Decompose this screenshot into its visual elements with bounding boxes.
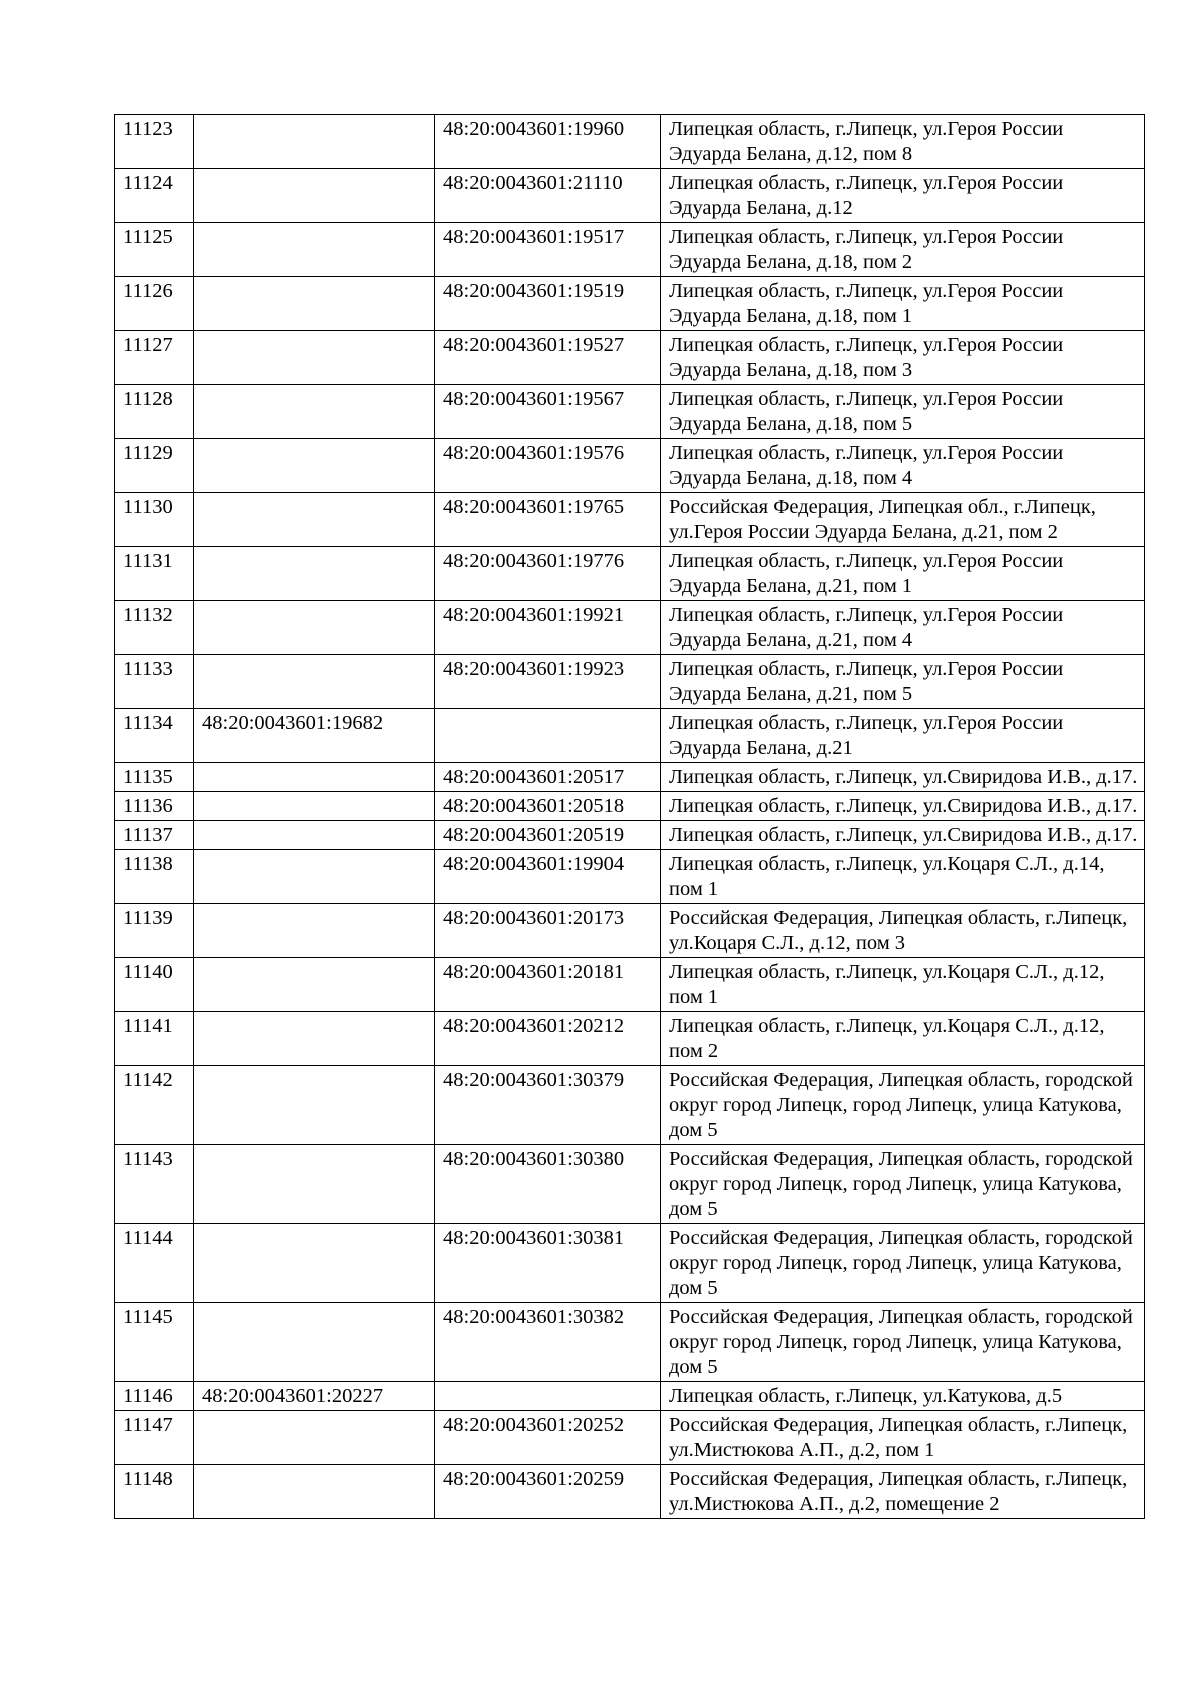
row-number-cell: 11139 — [115, 904, 194, 958]
address-cell: Липецкая область, г.Липецк, ул.Героя России Эдуарда Белана, д.18, пом 4 — [661, 439, 1145, 493]
land-cadastral-number-cell — [194, 1411, 435, 1465]
land-cadastral-number-cell — [194, 850, 435, 904]
table-row — [115, 385, 1145, 439]
table-row — [115, 792, 1145, 821]
object-cadastral-number-cell: 48:20:0043601:19576 — [435, 439, 661, 493]
land-cadastral-number-cell — [194, 821, 435, 850]
row-number-cell: 11124 — [115, 169, 194, 223]
row-number-cell: 11130 — [115, 493, 194, 547]
object-cadastral-number-cell: 48:20:0043601:20252 — [435, 1411, 661, 1465]
object-cadastral-number-cell: 48:20:0043601:19921 — [435, 601, 661, 655]
object-cadastral-number-cell — [435, 1382, 661, 1411]
row-number-cell: 11144 — [115, 1224, 194, 1303]
object-cadastral-number-cell: 48:20:0043601:20517 — [435, 763, 661, 792]
address-cell: Липецкая область, г.Липецк, ул.Героя России Эдуарда Белана, д.18, пом 1 — [661, 277, 1145, 331]
address-cell: Российская Федерация, Липецкая область, городской округ город Липецк, город Липецк, улица Катукова, дом 5 — [661, 1066, 1145, 1145]
object-cadastral-number-cell: 48:20:0043601:20259 — [435, 1465, 661, 1519]
row-number-cell: 11141 — [115, 1012, 194, 1066]
address-cell: Липецкая область, г.Липецк, ул.Свиридова И.В., д.17. — [661, 763, 1145, 792]
land-cadastral-number-cell — [194, 1145, 435, 1224]
table-row — [115, 1382, 1145, 1411]
table-row — [115, 1224, 1145, 1303]
row-number-cell: 11135 — [115, 763, 194, 792]
address-cell: Липецкая область, г.Липецк, ул.Коцаря С.Л., д.14, пом 1 — [661, 850, 1145, 904]
row-number-cell: 11148 — [115, 1465, 194, 1519]
row-number-cell: 11145 — [115, 1303, 194, 1382]
table-row — [115, 709, 1145, 763]
land-cadastral-number-cell — [194, 115, 435, 169]
table-row — [115, 958, 1145, 1012]
table-row — [115, 1066, 1145, 1145]
table-row — [115, 850, 1145, 904]
table-row — [115, 223, 1145, 277]
object-cadastral-number-cell: 48:20:0043601:19776 — [435, 547, 661, 601]
address-cell: Липецкая область, г.Липецк, ул.Героя России Эдуарда Белана, д.12, пом 8 — [661, 115, 1145, 169]
object-cadastral-number-cell: 48:20:0043601:19519 — [435, 277, 661, 331]
address-cell: Липецкая область, г.Липецк, ул.Свиридова И.В., д.17. — [661, 792, 1145, 821]
address-cell: Российская Федерация, Липецкая область, городской округ город Липецк, город Липецк, улица Катукова, дом 5 — [661, 1224, 1145, 1303]
table-row — [115, 493, 1145, 547]
row-number-cell: 11143 — [115, 1145, 194, 1224]
table-row — [115, 1145, 1145, 1224]
table-row — [115, 1303, 1145, 1382]
row-number-cell: 11126 — [115, 277, 194, 331]
object-cadastral-number-cell: 48:20:0043601:20518 — [435, 792, 661, 821]
land-cadastral-number-cell — [194, 1066, 435, 1145]
land-cadastral-number-cell: 48:20:0043601:20227 — [194, 1382, 435, 1411]
object-cadastral-number-cell: 48:20:0043601:30380 — [435, 1145, 661, 1224]
object-cadastral-number-cell: 48:20:0043601:19904 — [435, 850, 661, 904]
table-row — [115, 1411, 1145, 1465]
row-number-cell: 11127 — [115, 331, 194, 385]
address-cell: Липецкая область, г.Липецк, ул.Героя России Эдуарда Белана, д.18, пом 5 — [661, 385, 1145, 439]
address-cell: Липецкая область, г.Липецк, ул.Героя России Эдуарда Белана, д.21, пом 4 — [661, 601, 1145, 655]
table-row — [115, 1465, 1145, 1519]
land-cadastral-number-cell: 48:20:0043601:19682 — [194, 709, 435, 763]
table-row — [115, 115, 1145, 169]
row-number-cell: 11125 — [115, 223, 194, 277]
address-cell: Липецкая область, г.Липецк, ул.Героя России Эдуарда Белана, д.18, пом 2 — [661, 223, 1145, 277]
land-cadastral-number-cell — [194, 1012, 435, 1066]
table-row — [115, 169, 1145, 223]
address-cell: Липецкая область, г.Липецк, ул.Героя России Эдуарда Белана, д.21, пом 1 — [661, 547, 1145, 601]
registry-table-body — [115, 115, 1145, 1519]
object-cadastral-number-cell: 48:20:0043601:30379 — [435, 1066, 661, 1145]
object-cadastral-number-cell: 48:20:0043601:19517 — [435, 223, 661, 277]
address-cell: Российская Федерация, Липецкая обл., г.Липецк, ул.Героя России Эдуарда Белана, д.21, пом 2 — [661, 493, 1145, 547]
row-number-cell: 11137 — [115, 821, 194, 850]
address-cell: Российская Федерация, Липецкая область, г.Липецк, ул.Мистюкова А.П., д.2, помещение 2 — [661, 1465, 1145, 1519]
land-cadastral-number-cell — [194, 904, 435, 958]
table-row — [115, 655, 1145, 709]
table-row — [115, 601, 1145, 655]
row-number-cell: 11123 — [115, 115, 194, 169]
row-number-cell: 11129 — [115, 439, 194, 493]
address-cell: Российская Федерация, Липецкая область, г.Липецк, ул.Мистюкова А.П., д.2, пом 1 — [661, 1411, 1145, 1465]
land-cadastral-number-cell — [194, 277, 435, 331]
row-number-cell: 11128 — [115, 385, 194, 439]
registry-table — [114, 114, 1145, 1519]
land-cadastral-number-cell — [194, 958, 435, 1012]
table-row — [115, 1012, 1145, 1066]
object-cadastral-number-cell: 48:20:0043601:20181 — [435, 958, 661, 1012]
object-cadastral-number-cell: 48:20:0043601:30381 — [435, 1224, 661, 1303]
object-cadastral-number-cell: 48:20:0043601:19527 — [435, 331, 661, 385]
object-cadastral-number-cell: 48:20:0043601:30382 — [435, 1303, 661, 1382]
land-cadastral-number-cell — [194, 385, 435, 439]
object-cadastral-number-cell: 48:20:0043601:20519 — [435, 821, 661, 850]
address-cell: Липецкая область, г.Липецк, ул.Коцаря С.Л., д.12, пом 1 — [661, 958, 1145, 1012]
table-row — [115, 904, 1145, 958]
row-number-cell: 11134 — [115, 709, 194, 763]
object-cadastral-number-cell: 48:20:0043601:21110 — [435, 169, 661, 223]
land-cadastral-number-cell — [194, 1465, 435, 1519]
row-number-cell: 11131 — [115, 547, 194, 601]
table-row — [115, 439, 1145, 493]
land-cadastral-number-cell — [194, 439, 435, 493]
row-number-cell: 11147 — [115, 1411, 194, 1465]
land-cadastral-number-cell — [194, 763, 435, 792]
land-cadastral-number-cell — [194, 1303, 435, 1382]
address-cell: Липецкая область, г.Липецк, ул.Героя России Эдуарда Белана, д.12 — [661, 169, 1145, 223]
object-cadastral-number-cell: 48:20:0043601:20173 — [435, 904, 661, 958]
table-row — [115, 821, 1145, 850]
object-cadastral-number-cell: 48:20:0043601:19567 — [435, 385, 661, 439]
table-row — [115, 763, 1145, 792]
land-cadastral-number-cell — [194, 223, 435, 277]
row-number-cell: 11146 — [115, 1382, 194, 1411]
address-cell: Липецкая область, г.Липецк, ул.Героя России Эдуарда Белана, д.21, пом 5 — [661, 655, 1145, 709]
table-row — [115, 331, 1145, 385]
table-row — [115, 547, 1145, 601]
land-cadastral-number-cell — [194, 169, 435, 223]
object-cadastral-number-cell — [435, 709, 661, 763]
address-cell: Липецкая область, г.Липецк, ул.Катукова, д.5 — [661, 1382, 1145, 1411]
row-number-cell: 11132 — [115, 601, 194, 655]
row-number-cell: 11133 — [115, 655, 194, 709]
land-cadastral-number-cell — [194, 601, 435, 655]
address-cell: Российская Федерация, Липецкая область, городской округ город Липецк, город Липецк, улица Катукова, дом 5 — [661, 1303, 1145, 1382]
row-number-cell: 11140 — [115, 958, 194, 1012]
row-number-cell: 11138 — [115, 850, 194, 904]
object-cadastral-number-cell: 48:20:0043601:20212 — [435, 1012, 661, 1066]
object-cadastral-number-cell: 48:20:0043601:19765 — [435, 493, 661, 547]
land-cadastral-number-cell — [194, 792, 435, 821]
address-cell: Липецкая область, г.Липецк, ул.Героя России Эдуарда Белана, д.18, пом 3 — [661, 331, 1145, 385]
land-cadastral-number-cell — [194, 331, 435, 385]
land-cadastral-number-cell — [194, 1224, 435, 1303]
row-number-cell: 11142 — [115, 1066, 194, 1145]
row-number-cell: 11136 — [115, 792, 194, 821]
address-cell: Российская Федерация, Липецкая область, г.Липецк, ул.Коцаря С.Л., д.12, пом 3 — [661, 904, 1145, 958]
address-cell: Российская Федерация, Липецкая область, городской округ город Липецк, город Липецк, улица Катукова, дом 5 — [661, 1145, 1145, 1224]
object-cadastral-number-cell: 48:20:0043601:19960 — [435, 115, 661, 169]
object-cadastral-number-cell: 48:20:0043601:19923 — [435, 655, 661, 709]
address-cell: Липецкая область, г.Липецк, ул.Свиридова И.В., д.17. — [661, 821, 1145, 850]
address-cell: Липецкая область, г.Липецк, ул.Коцаря С.Л., д.12, пом 2 — [661, 1012, 1145, 1066]
address-cell: Липецкая область, г.Липецк, ул.Героя России Эдуарда Белана, д.21 — [661, 709, 1145, 763]
land-cadastral-number-cell — [194, 655, 435, 709]
land-cadastral-number-cell — [194, 547, 435, 601]
land-cadastral-number-cell — [194, 493, 435, 547]
table-row — [115, 277, 1145, 331]
